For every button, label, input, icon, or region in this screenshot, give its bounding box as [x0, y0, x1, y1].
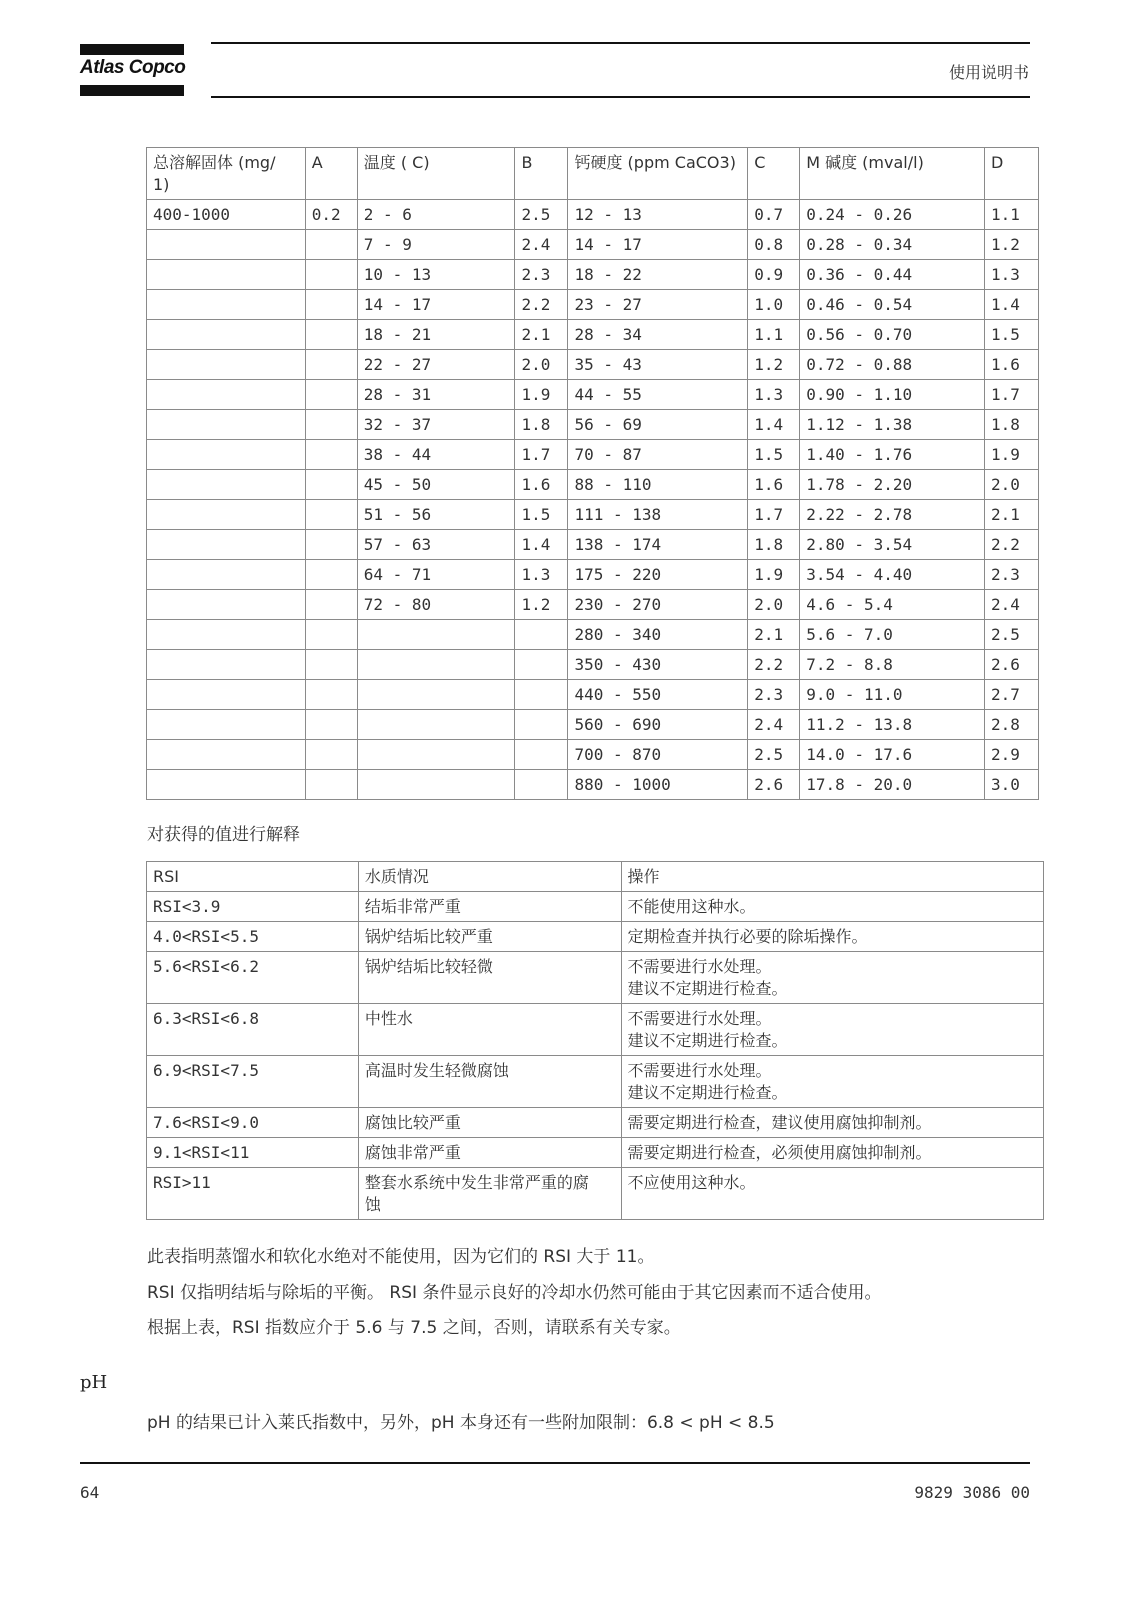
- table-cell: 1.6: [515, 470, 568, 500]
- table-cell: 2.2: [515, 290, 568, 320]
- table-cell: 1.3: [984, 260, 1038, 290]
- table-row: [147, 1056, 1044, 1108]
- document-title: 使用说明书: [948, 63, 1029, 82]
- table-cell: RSI>11: [147, 1168, 359, 1220]
- table-cell: [147, 260, 306, 290]
- table-cell: 1.78 - 2.20: [800, 470, 985, 500]
- table-cell: 0.8: [748, 230, 800, 260]
- table-cell: 锅炉结垢比较严重: [358, 922, 621, 952]
- table-cell: 0.9: [748, 260, 800, 290]
- table-cell: 23 - 27: [568, 290, 748, 320]
- table-cell: 不需要进行水处理。 建议不定期进行检查。: [621, 952, 1043, 1004]
- table-row: [147, 410, 1039, 440]
- table-cell: 28 - 34: [568, 320, 748, 350]
- table-cell: [147, 770, 306, 800]
- table-cell: 2.4: [984, 590, 1038, 620]
- table-header-cell: 温度 ( C): [357, 148, 515, 200]
- table-cell: 腐蚀比较严重: [358, 1108, 621, 1138]
- table-cell: [147, 560, 306, 590]
- ph-section-text: pH 的结果已计入莱氏指数中，另外，pH 本身还有一些附加限制：6.8 < pH < 8.5: [147, 1413, 775, 1433]
- note-paragraph-1: 此表指明蒸馏水和软化水绝对不能使用，因为它们的 RSI 大于 11。: [147, 1247, 655, 1267]
- table-cell: [357, 710, 515, 740]
- table-cell: [305, 620, 357, 650]
- document-number: 9829 3086 00: [914, 1483, 1030, 1502]
- table-header-cell: C: [748, 148, 800, 200]
- table-cell: 0.36 - 0.44: [800, 260, 985, 290]
- table-cell: 0.90 - 1.10: [800, 380, 985, 410]
- table-cell: 70 - 87: [568, 440, 748, 470]
- table-row: [147, 952, 1044, 1004]
- table-cell: 32 - 37: [357, 410, 515, 440]
- table-row: [147, 200, 1039, 230]
- table-cell: 350 - 430: [568, 650, 748, 680]
- table-cell: [357, 680, 515, 710]
- table-cell: 不需要进行水处理。 建议不定期进行检查。: [621, 1056, 1043, 1108]
- table-cell: 结垢非常严重: [358, 892, 621, 922]
- table-cell: 88 - 110: [568, 470, 748, 500]
- table-cell: 1.9: [748, 560, 800, 590]
- table-cell: 72 - 80: [357, 590, 515, 620]
- atlas-copco-logo: [80, 44, 184, 96]
- table-cell: 2.3: [748, 680, 800, 710]
- table-cell: 高温时发生轻微腐蚀: [358, 1056, 621, 1108]
- table-row: [147, 440, 1039, 470]
- table-cell: [147, 740, 306, 770]
- table-cell: 5.6 - 7.0: [800, 620, 985, 650]
- table-cell: 6.9<RSI<7.5: [147, 1056, 359, 1108]
- table-cell: [305, 320, 357, 350]
- table-cell: 64 - 71: [357, 560, 515, 590]
- table-cell: [305, 560, 357, 590]
- table-cell: 0.24 - 0.26: [800, 200, 985, 230]
- table-row: [147, 260, 1039, 290]
- table-cell: 14 - 17: [568, 230, 748, 260]
- table-cell: [515, 740, 568, 770]
- table-cell: 18 - 22: [568, 260, 748, 290]
- table-row: [147, 770, 1039, 800]
- table-cell: 14.0 - 17.6: [800, 740, 985, 770]
- table-cell: 45 - 50: [357, 470, 515, 500]
- table-cell: [147, 440, 306, 470]
- table-cell: 2.4: [515, 230, 568, 260]
- table-cell: 1.2: [748, 350, 800, 380]
- table-header-cell: B: [515, 148, 568, 200]
- table-cell: 1.5: [984, 320, 1038, 350]
- table-cell: [305, 350, 357, 380]
- table-cell: 腐蚀非常严重: [358, 1138, 621, 1168]
- table-cell: 3.54 - 4.40: [800, 560, 985, 590]
- table-header-cell: D: [984, 148, 1038, 200]
- table-cell: 44 - 55: [568, 380, 748, 410]
- table-cell: 2.3: [984, 560, 1038, 590]
- table-cell: 1.8: [748, 530, 800, 560]
- table-cell: 4.0<RSI<5.5: [147, 922, 359, 952]
- table-cell: 不能使用这种水。: [621, 892, 1043, 922]
- table-cell: [305, 680, 357, 710]
- table-cell: 11.2 - 13.8: [800, 710, 985, 740]
- table-cell: 400-1000: [147, 200, 306, 230]
- table-row: [147, 590, 1039, 620]
- table-cell: 280 - 340: [568, 620, 748, 650]
- table-cell: 1.9: [515, 380, 568, 410]
- table-cell: 17.8 - 20.0: [800, 770, 985, 800]
- ph-section-title: pH: [80, 1372, 108, 1393]
- table-cell: 2 - 6: [357, 200, 515, 230]
- table-cell: [147, 500, 306, 530]
- table-cell: 1.40 - 1.76: [800, 440, 985, 470]
- table-cell: 1.4: [984, 290, 1038, 320]
- table-cell: 7.6<RSI<9.0: [147, 1108, 359, 1138]
- table-cell: [305, 260, 357, 290]
- header-rule-bottom: [211, 96, 1030, 98]
- table-cell: 0.7: [748, 200, 800, 230]
- table-cell: 700 - 870: [568, 740, 748, 770]
- table-cell: 2.0: [984, 470, 1038, 500]
- table-cell: [357, 620, 515, 650]
- table-row: [147, 230, 1039, 260]
- table-cell: 定期检查并执行必要的除垢操作。: [621, 922, 1043, 952]
- table-header-row: [147, 148, 1039, 200]
- table-cell: 0.72 - 0.88: [800, 350, 985, 380]
- table-cell: 2.9: [984, 740, 1038, 770]
- table-cell: [147, 320, 306, 350]
- table-row: [147, 1168, 1044, 1220]
- table-header-cell: 钙硬度 (ppm CaCO3): [568, 148, 748, 200]
- table-cell: [357, 650, 515, 680]
- table-cell: [515, 680, 568, 710]
- table-cell: 锅炉结垢比较轻微: [358, 952, 621, 1004]
- table-cell: [147, 230, 306, 260]
- table-cell: 5.6<RSI<6.2: [147, 952, 359, 1004]
- table-cell: 3.0: [984, 770, 1038, 800]
- table-cell: 2.4: [748, 710, 800, 740]
- table-cell: 不应使用这种水。: [621, 1168, 1043, 1220]
- table-cell: 880 - 1000: [568, 770, 748, 800]
- table-cell: [147, 380, 306, 410]
- table-cell: 2.7: [984, 680, 1038, 710]
- table-row: [147, 650, 1039, 680]
- table-cell: 1.3: [515, 560, 568, 590]
- table-cell: 1.8: [515, 410, 568, 440]
- table-cell: 0.2: [305, 200, 357, 230]
- table-row: [147, 1138, 1044, 1168]
- table-cell: 2.8: [984, 710, 1038, 740]
- table-cell: [515, 620, 568, 650]
- table-cell: [305, 380, 357, 410]
- table-row: [147, 470, 1039, 500]
- table-cell: [305, 590, 357, 620]
- table-cell: 28 - 31: [357, 380, 515, 410]
- table-cell: RSI<3.9: [147, 892, 359, 922]
- note-paragraph-2: RSI 仅指明结垢与除垢的平衡。 RSI 条件显示良好的冷却水仍然可能由于其它因素而不适合使用。: [147, 1283, 882, 1303]
- table-cell: [357, 740, 515, 770]
- table-row: [147, 530, 1039, 560]
- table-cell: 不需要进行水处理。 建议不定期进行检查。: [621, 1004, 1043, 1056]
- table-cell: 0.28 - 0.34: [800, 230, 985, 260]
- table-header-cell: 操作: [621, 862, 1043, 892]
- table-row: [147, 560, 1039, 590]
- table-cell: [357, 770, 515, 800]
- table-row: [147, 1108, 1044, 1138]
- footer-rule: [80, 1462, 1030, 1464]
- logo-bar-bottom: [80, 85, 184, 96]
- table-cell: 1.0: [748, 290, 800, 320]
- table-cell: 1.8: [984, 410, 1038, 440]
- table-cell: 1.2: [515, 590, 568, 620]
- table-cell: 57 - 63: [357, 530, 515, 560]
- table-cell: 9.1<RSI<11: [147, 1138, 359, 1168]
- table-row: [147, 710, 1039, 740]
- table-cell: 2.1: [515, 320, 568, 350]
- table-cell: 440 - 550: [568, 680, 748, 710]
- table-cell: 2.0: [515, 350, 568, 380]
- table-cell: 2.6: [748, 770, 800, 800]
- table-cell: 7.2 - 8.8: [800, 650, 985, 680]
- table-cell: 2.1: [748, 620, 800, 650]
- table-cell: [147, 620, 306, 650]
- table-row: [147, 680, 1039, 710]
- interpretation-heading: 对获得的值进行解释: [147, 825, 300, 845]
- table-cell: 2.22 - 2.78: [800, 500, 985, 530]
- table-cell: 1.7: [515, 440, 568, 470]
- table-cell: [147, 530, 306, 560]
- table-row: [147, 380, 1039, 410]
- table-cell: [147, 410, 306, 440]
- table-cell: [147, 710, 306, 740]
- table-header-cell: 水质情况: [358, 862, 621, 892]
- table-cell: 2.0: [748, 590, 800, 620]
- table-cell: 1.3: [748, 380, 800, 410]
- table-cell: [305, 230, 357, 260]
- note-paragraph-3: 根据上表，RSI 指数应介于 5.6 与 7.5 之间，否则，请联系有关专家。: [147, 1318, 681, 1338]
- table-cell: [305, 530, 357, 560]
- table-cell: [305, 770, 357, 800]
- table-cell: 111 - 138: [568, 500, 748, 530]
- table-cell: [305, 470, 357, 500]
- table-cell: 18 - 21: [357, 320, 515, 350]
- table-cell: 2.3: [515, 260, 568, 290]
- page-number: 64: [80, 1483, 100, 1502]
- table-cell: 2.2: [748, 650, 800, 680]
- table-cell: 12 - 13: [568, 200, 748, 230]
- table-cell: 2.5: [984, 620, 1038, 650]
- table-row: [147, 320, 1039, 350]
- table-cell: [147, 680, 306, 710]
- table-header-cell: 总溶解固体 (mg/ 1): [147, 148, 306, 200]
- table-cell: [515, 770, 568, 800]
- table-cell: 2.5: [515, 200, 568, 230]
- table-cell: [515, 650, 568, 680]
- table-cell: 1.4: [515, 530, 568, 560]
- table-cell: [305, 500, 357, 530]
- table-row: [147, 290, 1039, 320]
- table-cell: [515, 710, 568, 740]
- table-cell: 2.2: [984, 530, 1038, 560]
- table-cell: 7 - 9: [357, 230, 515, 260]
- table-cell: 1.5: [748, 440, 800, 470]
- table-header-cell: A: [305, 148, 357, 200]
- rsi-factor-table: [146, 147, 1039, 800]
- table-cell: 1.1: [748, 320, 800, 350]
- table-row: [147, 1004, 1044, 1056]
- table-row: [147, 922, 1044, 952]
- table-cell: [147, 290, 306, 320]
- table-header-cell: RSI: [147, 862, 359, 892]
- table-cell: 1.7: [984, 380, 1038, 410]
- table-cell: 整套水系统中发生非常严重的腐 蚀: [358, 1168, 621, 1220]
- table-cell: 14 - 17: [357, 290, 515, 320]
- table-cell: 1.6: [984, 350, 1038, 380]
- table-cell: 1.1: [984, 200, 1038, 230]
- table-row: [147, 350, 1039, 380]
- header-rule-top: [211, 42, 1030, 44]
- table-cell: 6.3<RSI<6.8: [147, 1004, 359, 1056]
- table-cell: 35 - 43: [568, 350, 748, 380]
- table-cell: 1.6: [748, 470, 800, 500]
- table-cell: 1.5: [515, 500, 568, 530]
- logo-wordmark: Atlas Copco: [80, 57, 186, 78]
- table-cell: [305, 440, 357, 470]
- table-cell: 1.12 - 1.38: [800, 410, 985, 440]
- table-cell: [305, 740, 357, 770]
- table-cell: 2.1: [984, 500, 1038, 530]
- table-cell: 需要定期进行检查，建议使用腐蚀抑制剂。: [621, 1108, 1043, 1138]
- table-cell: 4.6 - 5.4: [800, 590, 985, 620]
- table-cell: 22 - 27: [357, 350, 515, 380]
- table-cell: [305, 710, 357, 740]
- table-cell: [305, 650, 357, 680]
- table-cell: 中性水: [358, 1004, 621, 1056]
- table-cell: 2.6: [984, 650, 1038, 680]
- table-cell: [147, 350, 306, 380]
- table-cell: 0.56 - 0.70: [800, 320, 985, 350]
- table-cell: 需要定期进行检查，必须使用腐蚀抑制剂。: [621, 1138, 1043, 1168]
- table-header-row: [147, 862, 1044, 892]
- table-cell: 1.4: [748, 410, 800, 440]
- table-cell: 9.0 - 11.0: [800, 680, 985, 710]
- rsi-interpretation-table: [146, 861, 1044, 1220]
- table-row: [147, 620, 1039, 650]
- table-cell: [147, 470, 306, 500]
- table-cell: 10 - 13: [357, 260, 515, 290]
- table-cell: 175 - 220: [568, 560, 748, 590]
- table-cell: 138 - 174: [568, 530, 748, 560]
- table-cell: 56 - 69: [568, 410, 748, 440]
- table-cell: 38 - 44: [357, 440, 515, 470]
- table-cell: 0.46 - 0.54: [800, 290, 985, 320]
- table-cell: [147, 650, 306, 680]
- table-cell: 560 - 690: [568, 710, 748, 740]
- table-cell: 1.7: [748, 500, 800, 530]
- table-cell: 230 - 270: [568, 590, 748, 620]
- table-header-cell: M 碱度 (mval/l): [800, 148, 985, 200]
- table-cell: 2.5: [748, 740, 800, 770]
- table-row: [147, 500, 1039, 530]
- logo-bar-top: [80, 44, 184, 55]
- table-row: [147, 892, 1044, 922]
- table-cell: 1.2: [984, 230, 1038, 260]
- table-cell: 1.9: [984, 440, 1038, 470]
- table-cell: [147, 590, 306, 620]
- table-row: [147, 740, 1039, 770]
- table-cell: 2.80 - 3.54: [800, 530, 985, 560]
- table-cell: [305, 410, 357, 440]
- table-cell: [305, 290, 357, 320]
- table-cell: 51 - 56: [357, 500, 515, 530]
